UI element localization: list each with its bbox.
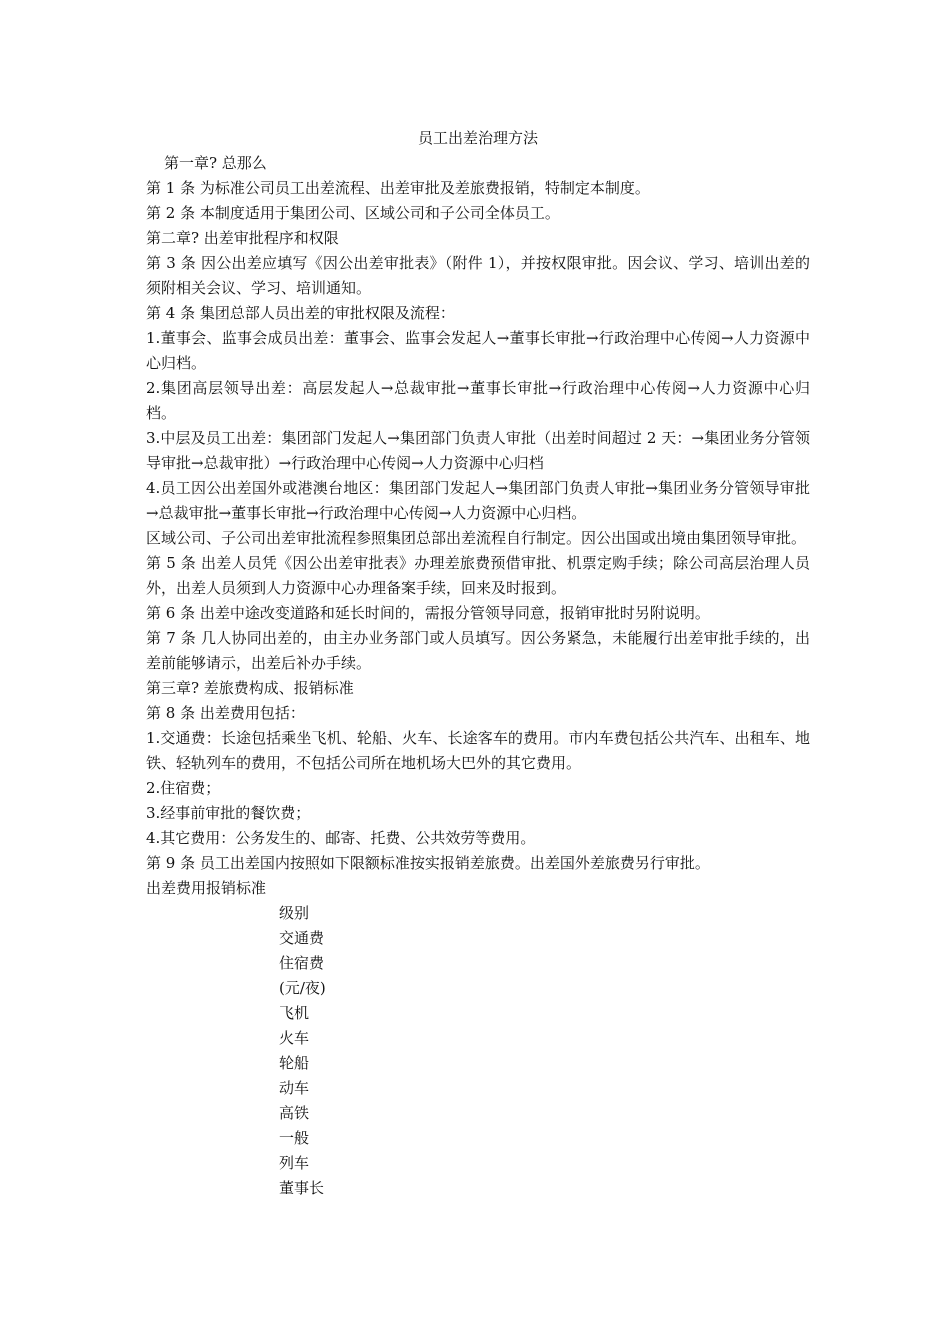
article-paragraph: 第 1 条 为标准公司员工出差流程、出差审批及差旅费报销，特制定本制度。: [146, 179, 650, 197]
table-cell: 高铁: [279, 1104, 310, 1122]
table-cell: 飞机: [279, 1004, 310, 1022]
table-cell: 董事长: [279, 1179, 325, 1197]
table-cell: 轮船: [279, 1054, 310, 1072]
article-paragraph: 第 5 条 出差人员凭《因公出差审批表》办理差旅费预借审批、机票定购手续；除公司高层治理人员外，出差人员须到人力资源中心办理备案手续，回来及时报到。: [146, 554, 810, 597]
table-cell: 动车: [279, 1079, 310, 1097]
document-title: 员工出差治理方法: [417, 129, 538, 147]
list-item: 4.其它费用：公务发生的、邮寄、托费、公共效劳等费用。: [146, 829, 536, 847]
chapter-heading: 第一章? 总那么: [164, 154, 267, 172]
table-cell: 住宿费: [279, 954, 325, 972]
article-paragraph: 区域公司、子公司出差审批流程参照集团总部出差流程自行制定。因公出国或出境由集团领导审批。: [146, 529, 807, 547]
table-cell: 火车: [279, 1029, 310, 1047]
table-caption: 出差费用报销标准: [146, 879, 267, 897]
article-paragraph: 第 7 条 几人协同出差的，由主办业务部门或人员填写。因公务紧急，未能履行出差审批手续的，出差前能够请示，出差后补办手续。: [146, 629, 810, 672]
article-paragraph: 第 3 条 因公出差应填写《因公出差审批表》（附件 1），并按权限审批。因会议、学习、培训出差的须附相关会议、学习、培训通知。: [146, 254, 810, 297]
list-item: 3.中层及员工出差：集团部门发起人→集团部门负责人审批（出差时间超过 2 天：→集团业务分管领导审批→总裁审批）→行政治理中心传阅→人力资源中心归档: [146, 429, 810, 472]
expense-table-column: [146, 901, 810, 1201]
article-paragraph: 第 4 条 集团总部人员出差的审批权限及流程：: [146, 304, 455, 322]
list-item: 3.经事前审批的餐饮费；: [146, 804, 311, 822]
table-cell: 交通费: [279, 929, 325, 947]
chapter-heading: 第二章? 出差审批程序和权限: [146, 229, 339, 247]
table-cell: 级别: [279, 904, 310, 922]
chapter-heading: 第三章? 差旅费构成、报销标准: [146, 679, 354, 697]
table-cell: 一般: [279, 1129, 310, 1147]
article-paragraph: 第 9 条 员工出差国内按照如下限额标准按实报销差旅费。出差国外差旅费另行审批。: [146, 854, 710, 872]
article-paragraph: 第 8 条 出差费用包括：: [146, 704, 305, 722]
article-paragraph: 第 6 条 出差中途改变道路和延长时间的，需报分管领导同意，报销审批时另附说明。: [146, 604, 710, 622]
table-cell: 列车: [279, 1154, 310, 1172]
table-cell: (元/夜): [279, 979, 326, 997]
list-item: 2.集团高层领导出差：高层发起人→总裁审批→董事长审批→行政治理中心传阅→人力资源中心归档。: [146, 379, 810, 422]
list-item: 2.住宿费；: [146, 779, 221, 797]
list-item: 1.交通费：长途包括乘坐飞机、轮船、火车、长途客车的费用。市内车费包括公共汽车、出租车、地铁、轻轨列车的费用，不包括公司所在地机场大巴外的其它费用。: [146, 729, 810, 772]
document-page: [146, 126, 810, 1201]
list-item: 4.员工因公出差国外或港澳台地区：集团部门发起人→集团部门负责人审批→集团业务分管领导审批→总裁审批→董事长审批→行政治理中心传阅→人力资源中心归档。: [146, 479, 810, 522]
article-paragraph: 第 2 条 本制度适用于集团公司、区域公司和子公司全体员工。: [146, 204, 560, 222]
list-item: 1.董事会、监事会成员出差：董事会、监事会发起人→董事长审批→行政治理中心传阅→人力资源中心归档。: [146, 329, 810, 372]
